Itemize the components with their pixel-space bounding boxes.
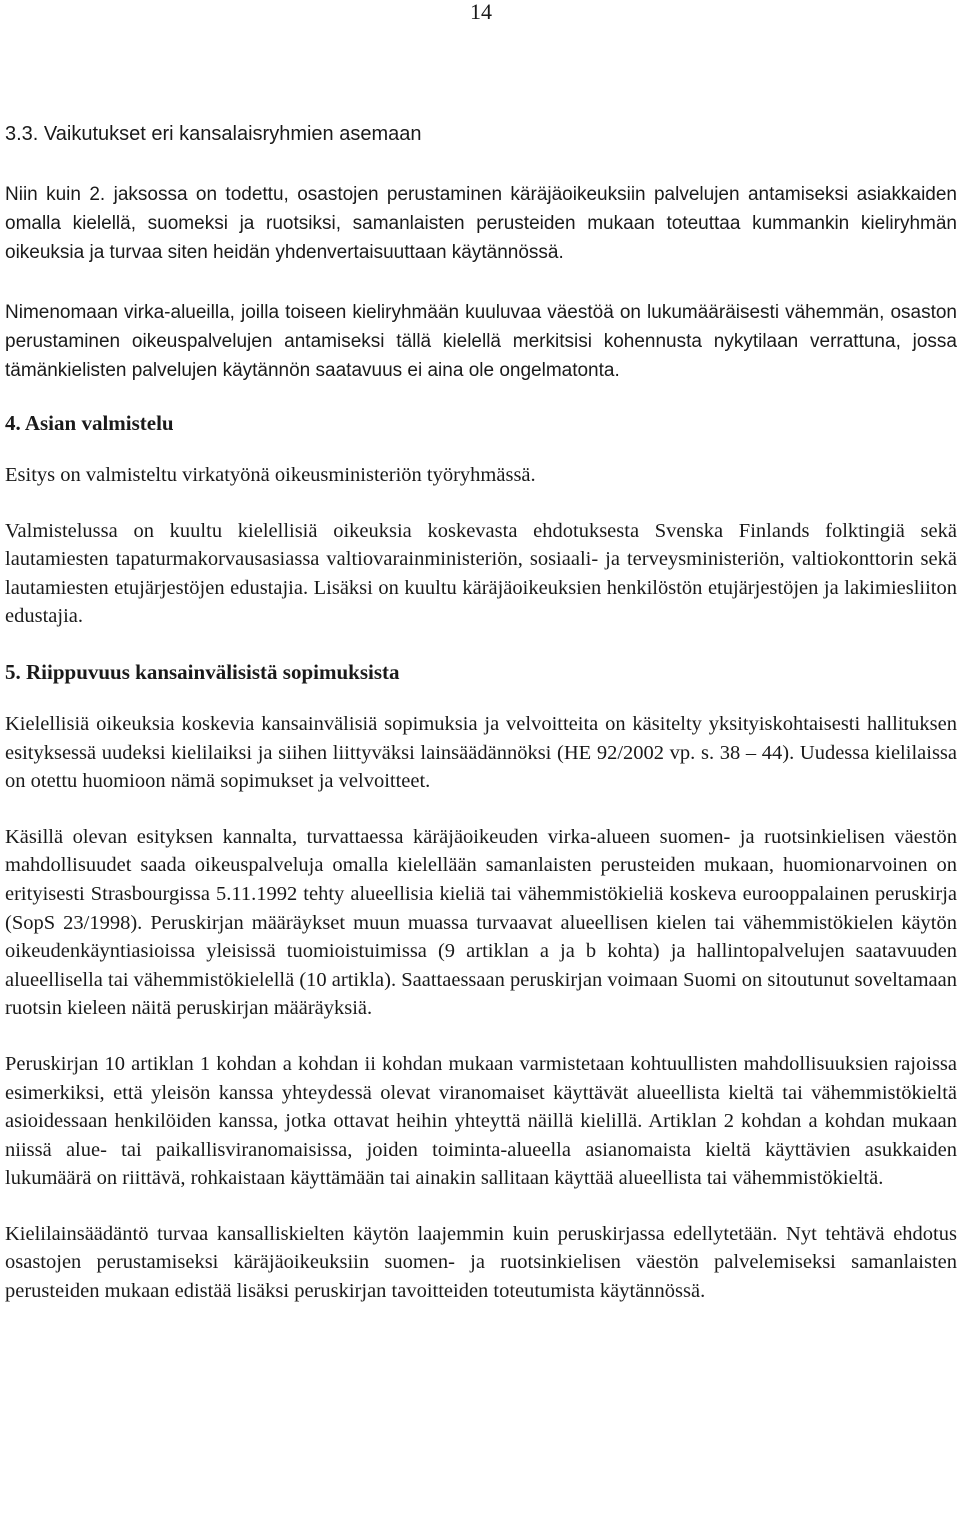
- paragraph: Niin kuin 2. jaksossa on todettu, osastojen perustaminen käräjäoikeuksiin palvelujen antamiseksi asiakkaiden omalla kielellä, suomeksi ja ruotsiksi, samanlaisten perusteiden mukaan toteuttaa kummankin kieliryhmän oikeuksia ja turvaa siten heidän yhdenvertaisuuttaan käytännössä.: [5, 184, 957, 263]
- paragraph: Käsillä olevan esityksen kannalta, turvattaessa käräjäoikeuden virka-alueen suomen- ja ruotsinkielisen väestön mahdollisuudet saada oikeuspalveluja omalla kielellään samanlaisten perusteiden mukaan, huomionarvoinen on erityisesti Strasbourgissa 5.11.1992 tehty alueellisia kieliä tai vähemmistökieliä koskeva eurooppalainen peruskirja (SopS 23/1998). Peruskirjan määräykset muun muassa turvaavat alueellisen kielen tai vähemmistökielen käytön oikeudenkäyntiasioissa yleisissä tuomioistuimissa (9 artiklan a ja b kohta) ja hallintopalvelujen saatavuuden alueellisella tai vähemmistökielellä (10 artikla). Saattaessaan peruskirjan voimaan Suomi on sitoutunut soveltamaan ruotsin kieleen näitä peruskirjan määräyksiä.: [5, 825, 957, 1020]
- page-number: 14: [470, 0, 492, 24]
- document-body: [5, 120, 957, 1333]
- paragraph: Kielilainsäädäntö turvaa kansalliskielten käytön laajemmin kuin peruskirjassa edellytetään. Nyt tehtävä ehdotus osastojen perustamiseksi käräjäoikeuksiin suomen- ja ruotsinkielisen väestön palvelemiseksi samanlaisten perusteiden mukaan edistää lisäksi peruskirjan tavoitteiden toteutumista käytännössä.: [5, 1222, 957, 1303]
- paragraph: Kielellisiä oikeuksia koskevia kansainvälisiä sopimuksia ja velvoitteita on käsitelty yksityiskohtaisesti hallituksen esityksessä uudeksi kielilaiksi ja siihen liittyväksi lainsäädännöksi (HE 92/2002 vp. s. 38 – 44). Uudessa kielilaissa on otettu huomioon nämä sopimukset ja velvoitteet.: [5, 712, 957, 793]
- paragraph: Nimenomaan virka-alueilla, joilla toiseen kieliryhmään kuuluvaa väestöä on lukumääräisesti vähemmän, osaston perustaminen oikeuspalvelujen antamiseksi tällä kielellä merkitsisi kohennusta nykytilaan verrattuna, jossa tämänkielisten palvelujen käytännön saatavuus ei aina ole ongelmatonta.: [5, 302, 957, 381]
- section-heading-3-3: 3.3. Vaikutukset eri kansalaisryhmien asemaan: [5, 123, 422, 145]
- section-heading-5: 5. Riippuvuus kansainvälisistä sopimuksista: [5, 659, 400, 684]
- paragraph: Esitys on valmisteltu virkatyönä oikeusministeriön työryhmässä.: [5, 464, 536, 486]
- section-heading-4: 4. Asian valmistelu: [5, 411, 174, 435]
- paragraph: Valmistelussa on kuultu kielellisiä oikeuksia koskevasta ehdotuksesta Svenska Finlands folktingiä sekä lautamiesten tapaturmakorvausasiassa valtiovarainministeriön, sosiaali- ja terveysministeriön, valtiokonttorin sekä lautamiesten etujärjestöjen edustajia. Lisäksi on kuultu käräjäoikeuksien henkilöstön etujärjestöjen ja lakimiesliiton edustajia.: [5, 519, 957, 628]
- paragraph: Peruskirjan 10 artiklan 1 kohdan a kohdan ii kohdan mukaan varmistetaan kohtuullisten mahdollisuuksien rajoissa esimerkiksi, että yleisön kanssa yhteydessä olevat viranomaiset käyttävät alueellista kieltä tai vähemmistökieltä asioidessaan henkilöiden kanssa, jotka ottavat heihin yhteyttä näillä kielillä. Artiklan 2 kohdan a kohdan mukaan niissä alue- tai paikallisviranomaisissa, joiden toiminta-alueella asianomaista kieltä käyttävien asukkaiden lukumäärä on riittävä, rohkaistaan käyttämään tai ainakin sallitaan käyttää alueellista tai vähemmistökieltä.: [5, 1052, 957, 1190]
